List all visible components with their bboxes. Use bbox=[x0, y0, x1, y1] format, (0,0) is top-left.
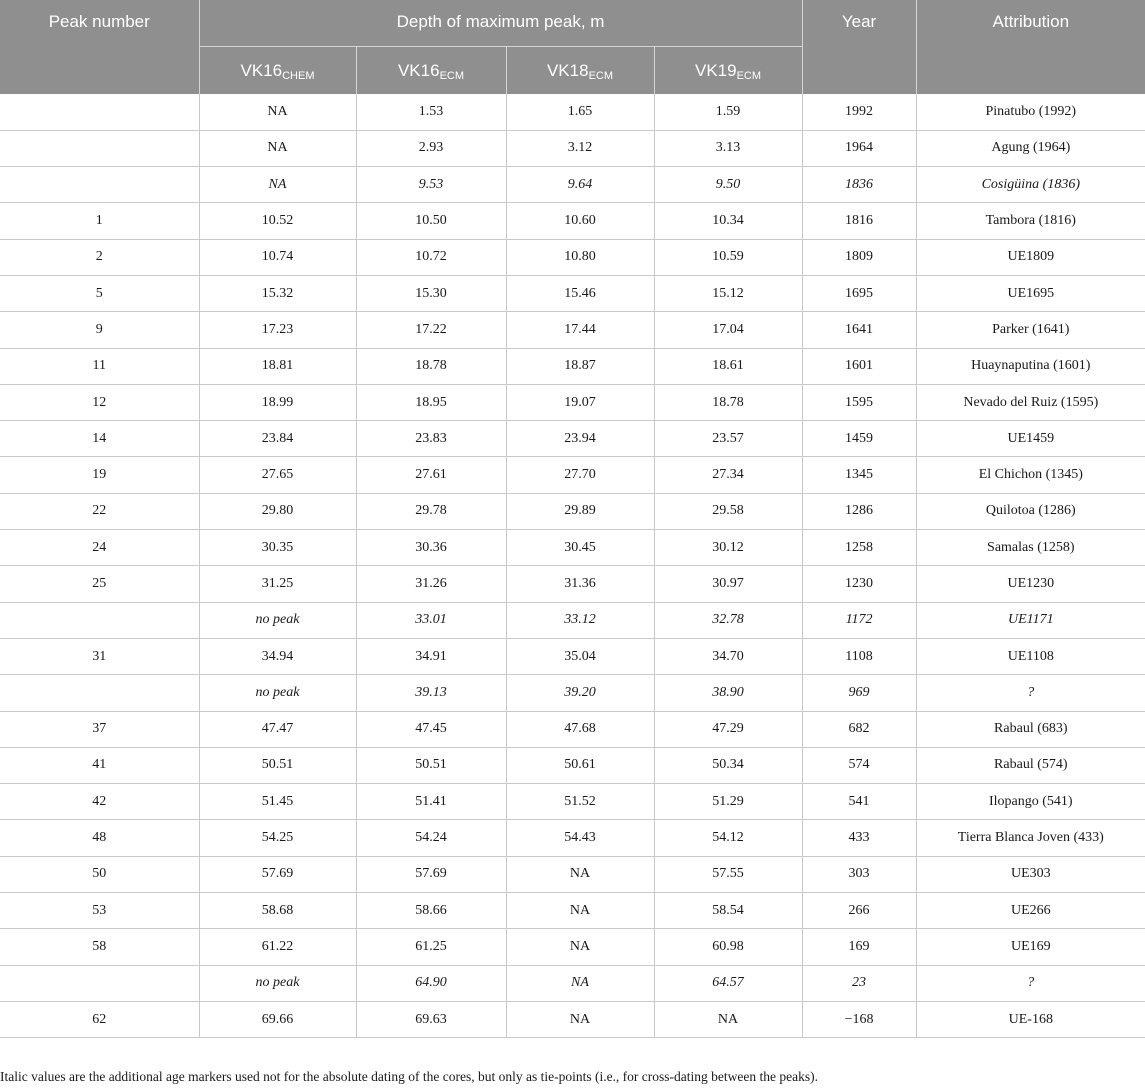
cell-vk18-ecm: 15.46 bbox=[506, 275, 654, 311]
table-row bbox=[0, 675, 1145, 711]
cell-year: 1286 bbox=[802, 493, 916, 529]
cell-vk16-ecm: 18.95 bbox=[356, 384, 506, 420]
table-row bbox=[0, 929, 1145, 965]
cell-peak-number: 48 bbox=[0, 820, 199, 856]
cell-vk16-ecm: 47.45 bbox=[356, 711, 506, 747]
cell-peak-number bbox=[0, 167, 199, 203]
cell-vk18-ecm: 30.45 bbox=[506, 530, 654, 566]
header-core-vk19-ecm bbox=[654, 46, 802, 94]
cell-year: 1258 bbox=[802, 530, 916, 566]
cell-attribution: ? bbox=[916, 965, 1145, 1001]
core-name: VK18 bbox=[546, 60, 589, 80]
table-row bbox=[0, 421, 1145, 457]
cell-vk19-ecm: 30.97 bbox=[654, 566, 802, 602]
cell-vk18-ecm: 3.12 bbox=[506, 130, 654, 166]
cell-year: 1992 bbox=[802, 94, 916, 130]
cell-peak-number: 50 bbox=[0, 856, 199, 892]
cell-peak-number: 42 bbox=[0, 784, 199, 820]
table-body bbox=[0, 94, 1145, 1038]
cell-attribution: UE-168 bbox=[916, 1001, 1145, 1037]
cell-vk18-ecm: 39.20 bbox=[506, 675, 654, 711]
header-core-vk16-chem bbox=[199, 46, 356, 94]
cell-vk16-chem: 61.22 bbox=[199, 929, 356, 965]
cell-peak-number: 31 bbox=[0, 638, 199, 674]
table-row bbox=[0, 893, 1145, 929]
cell-attribution: Tambora (1816) bbox=[916, 203, 1145, 239]
header-depth-group: Depth of maximum peak, m bbox=[199, 0, 802, 46]
cell-vk16-ecm: 31.26 bbox=[356, 566, 506, 602]
cell-vk16-ecm: 54.24 bbox=[356, 820, 506, 856]
cell-peak-number: 37 bbox=[0, 711, 199, 747]
cell-vk18-ecm: 35.04 bbox=[506, 638, 654, 674]
cell-attribution: Cosigüina (1836) bbox=[916, 167, 1145, 203]
cell-vk16-ecm: 17.22 bbox=[356, 312, 506, 348]
cell-vk19-ecm: 23.57 bbox=[654, 421, 802, 457]
cell-vk16-ecm: 57.69 bbox=[356, 856, 506, 892]
table-row bbox=[0, 820, 1145, 856]
cell-attribution: Rabaul (683) bbox=[916, 711, 1145, 747]
cell-vk18-ecm: 10.80 bbox=[506, 239, 654, 275]
cell-attribution: UE169 bbox=[916, 929, 1145, 965]
cell-vk18-ecm: NA bbox=[506, 893, 654, 929]
cell-vk19-ecm: 10.59 bbox=[654, 239, 802, 275]
cell-vk16-chem: no peak bbox=[199, 602, 356, 638]
core-name: VK16 bbox=[397, 60, 440, 80]
cell-vk16-chem: NA bbox=[199, 167, 356, 203]
cell-attribution: UE1171 bbox=[916, 602, 1145, 638]
cell-peak-number: 25 bbox=[0, 566, 199, 602]
cell-vk16-ecm: 29.78 bbox=[356, 493, 506, 529]
table-row bbox=[0, 130, 1145, 166]
table-row bbox=[0, 384, 1145, 420]
cell-vk16-chem: 31.25 bbox=[199, 566, 356, 602]
cell-peak-number: 14 bbox=[0, 421, 199, 457]
cell-vk16-chem: 54.25 bbox=[199, 820, 356, 856]
cell-year: 1964 bbox=[802, 130, 916, 166]
table-row bbox=[0, 965, 1145, 1001]
cell-vk19-ecm: 9.50 bbox=[654, 167, 802, 203]
cell-vk16-chem: 15.32 bbox=[199, 275, 356, 311]
cell-vk18-ecm: 23.94 bbox=[506, 421, 654, 457]
header-peak-number: Peak number bbox=[0, 0, 199, 94]
cell-peak-number bbox=[0, 130, 199, 166]
cell-vk18-ecm: NA bbox=[506, 965, 654, 1001]
cell-peak-number: 9 bbox=[0, 312, 199, 348]
table-row bbox=[0, 203, 1145, 239]
cell-vk19-ecm: 15.12 bbox=[654, 275, 802, 311]
cell-peak-number: 5 bbox=[0, 275, 199, 311]
core-name: VK19 bbox=[695, 60, 737, 80]
cell-vk16-ecm: 33.01 bbox=[356, 602, 506, 638]
table-row bbox=[0, 348, 1145, 384]
cell-vk18-ecm: 17.44 bbox=[506, 312, 654, 348]
cell-year: 1230 bbox=[802, 566, 916, 602]
cell-vk16-ecm: 39.13 bbox=[356, 675, 506, 711]
cell-vk18-ecm: NA bbox=[506, 1001, 654, 1037]
cell-attribution: Agung (1964) bbox=[916, 130, 1145, 166]
cell-year: 1172 bbox=[802, 602, 916, 638]
cell-year: 1108 bbox=[802, 638, 916, 674]
cell-year: 1695 bbox=[802, 275, 916, 311]
cell-vk19-ecm: 3.13 bbox=[654, 130, 802, 166]
table-row bbox=[0, 239, 1145, 275]
cell-vk16-ecm: 69.63 bbox=[356, 1001, 506, 1037]
cell-vk19-ecm: 34.70 bbox=[654, 638, 802, 674]
cell-vk19-ecm: 60.98 bbox=[654, 929, 802, 965]
cell-vk16-ecm: 50.51 bbox=[356, 747, 506, 783]
header-year: Year bbox=[802, 0, 916, 94]
cell-vk18-ecm: 47.68 bbox=[506, 711, 654, 747]
cell-vk19-ecm: 64.57 bbox=[654, 965, 802, 1001]
cell-peak-number: 2 bbox=[0, 239, 199, 275]
cell-peak-number: 41 bbox=[0, 747, 199, 783]
cell-vk19-ecm: 18.78 bbox=[654, 384, 802, 420]
table-row bbox=[0, 275, 1145, 311]
cell-vk19-ecm: 57.55 bbox=[654, 856, 802, 892]
cell-vk16-ecm: 34.91 bbox=[356, 638, 506, 674]
cell-attribution: El Chichon (1345) bbox=[916, 457, 1145, 493]
cell-vk16-ecm: 1.53 bbox=[356, 94, 506, 130]
table-footnote: Italic values are the additional age markers used not for the absolute dating of the cores, but only as tie-points (i.e., for cross-dating between the peaks). bbox=[0, 1069, 818, 1084]
cell-vk19-ecm: 30.12 bbox=[654, 530, 802, 566]
table-row bbox=[0, 566, 1145, 602]
cell-vk16-chem: 58.68 bbox=[199, 893, 356, 929]
core-name: VK16 bbox=[240, 60, 283, 80]
cell-vk18-ecm: 1.65 bbox=[506, 94, 654, 130]
cell-peak-number bbox=[0, 602, 199, 638]
cell-vk16-chem: 18.99 bbox=[199, 384, 356, 420]
cell-year: −168 bbox=[802, 1001, 916, 1037]
header-attribution: Attribution bbox=[916, 0, 1145, 94]
cell-year: 541 bbox=[802, 784, 916, 820]
cell-vk19-ecm: 50.34 bbox=[654, 747, 802, 783]
core-method: ECM bbox=[588, 69, 614, 82]
cell-vk19-ecm: NA bbox=[654, 1001, 802, 1037]
cell-attribution: Quilotoa (1286) bbox=[916, 493, 1145, 529]
cell-vk16-chem: no peak bbox=[199, 965, 356, 1001]
cell-vk16-ecm: 61.25 bbox=[356, 929, 506, 965]
cell-year: 969 bbox=[802, 675, 916, 711]
cell-attribution: Nevado del Ruiz (1595) bbox=[916, 384, 1145, 420]
cell-vk19-ecm: 32.78 bbox=[654, 602, 802, 638]
cell-vk16-chem: 51.45 bbox=[199, 784, 356, 820]
cell-vk16-chem: 18.81 bbox=[199, 348, 356, 384]
cell-vk16-ecm: 18.78 bbox=[356, 348, 506, 384]
cell-vk16-chem: 10.52 bbox=[199, 203, 356, 239]
cell-year: 169 bbox=[802, 929, 916, 965]
cell-vk16-ecm: 58.66 bbox=[356, 893, 506, 929]
cell-attribution: UE1695 bbox=[916, 275, 1145, 311]
cell-vk18-ecm: 29.89 bbox=[506, 493, 654, 529]
table-row bbox=[0, 602, 1145, 638]
table-row bbox=[0, 167, 1145, 203]
cell-vk18-ecm: 33.12 bbox=[506, 602, 654, 638]
cell-peak-number bbox=[0, 675, 199, 711]
cell-attribution: Samalas (1258) bbox=[916, 530, 1145, 566]
cell-vk19-ecm: 27.34 bbox=[654, 457, 802, 493]
table-header bbox=[0, 0, 1145, 94]
core-method: ECM bbox=[736, 69, 762, 82]
cell-year: 682 bbox=[802, 711, 916, 747]
cell-attribution: UE1230 bbox=[916, 566, 1145, 602]
cell-peak-number bbox=[0, 94, 199, 130]
cell-year: 433 bbox=[802, 820, 916, 856]
cell-vk19-ecm: 54.12 bbox=[654, 820, 802, 856]
cell-attribution: Parker (1641) bbox=[916, 312, 1145, 348]
table-row bbox=[0, 638, 1145, 674]
cell-peak-number: 58 bbox=[0, 929, 199, 965]
cell-attribution: UE1108 bbox=[916, 638, 1145, 674]
cell-vk16-ecm: 2.93 bbox=[356, 130, 506, 166]
cell-vk18-ecm: 18.87 bbox=[506, 348, 654, 384]
cell-vk16-ecm: 30.36 bbox=[356, 530, 506, 566]
table-row bbox=[0, 856, 1145, 892]
cell-vk16-ecm: 15.30 bbox=[356, 275, 506, 311]
cell-vk19-ecm: 51.29 bbox=[654, 784, 802, 820]
table-row bbox=[0, 493, 1145, 529]
cell-vk16-chem: 69.66 bbox=[199, 1001, 356, 1037]
cell-vk16-chem: 27.65 bbox=[199, 457, 356, 493]
cell-peak-number: 62 bbox=[0, 1001, 199, 1037]
cell-attribution: Pinatubo (1992) bbox=[916, 94, 1145, 130]
cell-vk19-ecm: 58.54 bbox=[654, 893, 802, 929]
table-row bbox=[0, 747, 1145, 783]
cell-year: 266 bbox=[802, 893, 916, 929]
cell-peak-number: 19 bbox=[0, 457, 199, 493]
cell-vk16-ecm: 10.50 bbox=[356, 203, 506, 239]
cell-vk16-chem: 47.47 bbox=[199, 711, 356, 747]
cell-peak-number bbox=[0, 965, 199, 1001]
cell-vk16-chem: 57.69 bbox=[199, 856, 356, 892]
cell-vk19-ecm: 38.90 bbox=[654, 675, 802, 711]
cell-attribution: ? bbox=[916, 675, 1145, 711]
cell-vk16-chem: NA bbox=[199, 94, 356, 130]
cell-attribution: UE266 bbox=[916, 893, 1145, 929]
cell-vk16-ecm: 64.90 bbox=[356, 965, 506, 1001]
cell-year: 303 bbox=[802, 856, 916, 892]
cell-vk19-ecm: 29.58 bbox=[654, 493, 802, 529]
cell-attribution: Rabaul (574) bbox=[916, 747, 1145, 783]
core-method: CHEM bbox=[282, 69, 315, 82]
cell-vk16-chem: 30.35 bbox=[199, 530, 356, 566]
table-row bbox=[0, 711, 1145, 747]
cell-vk18-ecm: 50.61 bbox=[506, 747, 654, 783]
cell-vk16-chem: NA bbox=[199, 130, 356, 166]
cell-year: 23 bbox=[802, 965, 916, 1001]
cell-year: 1809 bbox=[802, 239, 916, 275]
cell-year: 574 bbox=[802, 747, 916, 783]
cell-year: 1595 bbox=[802, 384, 916, 420]
cell-year: 1459 bbox=[802, 421, 916, 457]
cell-attribution: Ilopango (541) bbox=[916, 784, 1145, 820]
header-core-vk16-ecm bbox=[356, 46, 506, 94]
cell-year: 1816 bbox=[802, 203, 916, 239]
cell-peak-number: 24 bbox=[0, 530, 199, 566]
cell-attribution: Huaynaputina (1601) bbox=[916, 348, 1145, 384]
table-row bbox=[0, 312, 1145, 348]
cell-vk19-ecm: 10.34 bbox=[654, 203, 802, 239]
cell-peak-number: 12 bbox=[0, 384, 199, 420]
cell-vk18-ecm: 10.60 bbox=[506, 203, 654, 239]
cell-peak-number: 1 bbox=[0, 203, 199, 239]
cell-attribution: UE303 bbox=[916, 856, 1145, 892]
cell-year: 1601 bbox=[802, 348, 916, 384]
cell-attribution: UE1459 bbox=[916, 421, 1145, 457]
cell-vk18-ecm: 54.43 bbox=[506, 820, 654, 856]
cell-peak-number: 53 bbox=[0, 893, 199, 929]
table-row bbox=[0, 457, 1145, 493]
cell-vk16-chem: 34.94 bbox=[199, 638, 356, 674]
cell-year: 1345 bbox=[802, 457, 916, 493]
cell-vk16-chem: 23.84 bbox=[199, 421, 356, 457]
cell-vk16-chem: 10.74 bbox=[199, 239, 356, 275]
table-row bbox=[0, 784, 1145, 820]
core-method: ECM bbox=[439, 69, 465, 82]
cell-vk16-ecm: 27.61 bbox=[356, 457, 506, 493]
cell-vk19-ecm: 1.59 bbox=[654, 94, 802, 130]
cell-vk18-ecm: 9.64 bbox=[506, 167, 654, 203]
cell-vk16-ecm: 23.83 bbox=[356, 421, 506, 457]
cell-vk16-ecm: 10.72 bbox=[356, 239, 506, 275]
cell-vk18-ecm: NA bbox=[506, 856, 654, 892]
table-row bbox=[0, 530, 1145, 566]
cell-vk18-ecm: 51.52 bbox=[506, 784, 654, 820]
cell-attribution: Tierra Blanca Joven (433) bbox=[916, 820, 1145, 856]
cell-vk18-ecm: 27.70 bbox=[506, 457, 654, 493]
cell-attribution: UE1809 bbox=[916, 239, 1145, 275]
cell-year: 1641 bbox=[802, 312, 916, 348]
cell-vk19-ecm: 17.04 bbox=[654, 312, 802, 348]
cell-vk16-chem: 50.51 bbox=[199, 747, 356, 783]
header-core-vk18-ecm bbox=[506, 46, 654, 94]
table-row bbox=[0, 1001, 1145, 1037]
cell-peak-number: 11 bbox=[0, 348, 199, 384]
table-row bbox=[0, 94, 1145, 130]
cell-vk16-chem: 17.23 bbox=[199, 312, 356, 348]
cell-vk16-ecm: 51.41 bbox=[356, 784, 506, 820]
cell-vk16-chem: no peak bbox=[199, 675, 356, 711]
cell-vk19-ecm: 47.29 bbox=[654, 711, 802, 747]
cell-vk18-ecm: 19.07 bbox=[506, 384, 654, 420]
cell-vk16-ecm: 9.53 bbox=[356, 167, 506, 203]
cell-year: 1836 bbox=[802, 167, 916, 203]
cell-peak-number: 22 bbox=[0, 493, 199, 529]
cell-vk18-ecm: 31.36 bbox=[506, 566, 654, 602]
cell-vk16-chem: 29.80 bbox=[199, 493, 356, 529]
cell-vk19-ecm: 18.61 bbox=[654, 348, 802, 384]
cell-vk18-ecm: NA bbox=[506, 929, 654, 965]
